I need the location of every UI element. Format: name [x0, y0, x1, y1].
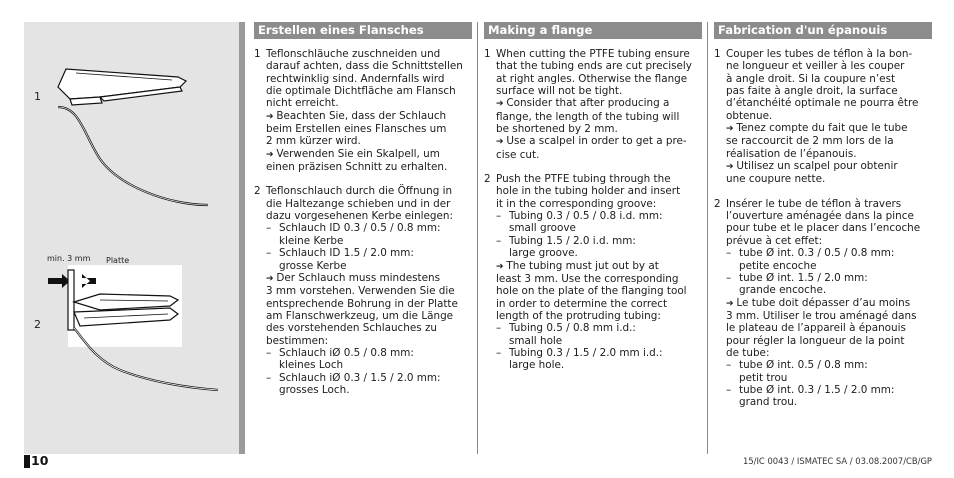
- text-line: [496, 222, 702, 234]
- line-text: Schlauch ID 1.5 / 2.0 mm:: [279, 247, 414, 260]
- figure-2-illustration: [40, 260, 240, 410]
- text-line: [496, 149, 702, 161]
- line-text: it in the corresponding groove:: [496, 197, 657, 210]
- text-line: [266, 322, 472, 334]
- line-text: die Haltezange schieben und in der: [266, 197, 451, 210]
- text-line: [726, 235, 932, 247]
- line-text: Push the PTFE tubing through the: [496, 173, 671, 186]
- line-text: small groove: [509, 222, 576, 235]
- line-text: least 3 mm. Use the corresponding: [496, 272, 679, 285]
- note-line: [266, 110, 472, 123]
- step-2: [714, 198, 932, 409]
- text-line: [726, 260, 932, 272]
- text-line: [726, 135, 932, 147]
- section-heading-french: Fabrication d'un épanouis: [714, 22, 932, 39]
- text-line: [496, 247, 702, 259]
- column-rule-2: [707, 22, 708, 454]
- line-text: Consider that after producing a: [506, 97, 670, 110]
- line-text: des vorstehenden Schlauches zu: [266, 322, 437, 335]
- text-line: [266, 73, 472, 85]
- line-text: Verwenden Sie ein Skalpell, um: [276, 147, 440, 160]
- text-line: [266, 285, 472, 297]
- step-1: [484, 48, 702, 161]
- text-line: [496, 123, 702, 135]
- step-number: 2: [484, 173, 491, 186]
- section-heading-english: Making a flange: [484, 22, 702, 39]
- text-line: [726, 322, 932, 334]
- page-number: 10: [31, 453, 49, 468]
- column-english: [484, 22, 702, 372]
- line-text: grand trou.: [739, 396, 798, 409]
- text-line: [496, 273, 702, 285]
- line-text: une coupure nette.: [726, 173, 826, 186]
- instructions-french: [714, 39, 932, 409]
- text-line: [266, 298, 472, 310]
- text-line: [726, 85, 932, 97]
- text-line: [496, 298, 702, 310]
- arrow-right-icon: ➔: [266, 149, 277, 160]
- plate-label-de: Platte: [106, 256, 130, 265]
- text-line: [496, 359, 702, 371]
- text-line: [726, 284, 932, 296]
- text-line: [726, 97, 932, 109]
- list-item: [266, 222, 472, 234]
- list-item: [726, 359, 932, 371]
- note-line: [726, 122, 932, 135]
- figure-1-illustration: [40, 55, 240, 215]
- text-line: [266, 198, 472, 210]
- text-line: [726, 73, 932, 85]
- text-line: [266, 85, 472, 97]
- note-line: [496, 97, 702, 110]
- line-text: entsprechende Bohrung in der Platte: [266, 297, 458, 310]
- section-heading-german: Erstellen eines Flansches: [254, 22, 472, 39]
- text-line: [496, 198, 702, 210]
- line-text: die optimale Dichtfläche am Flansch: [266, 85, 456, 98]
- line-text: se raccourcit de 2 mm lors de la: [726, 135, 894, 148]
- list-item: [266, 347, 472, 359]
- note-line: [266, 272, 472, 285]
- list-item: [266, 372, 472, 384]
- line-text: Schlauch iØ 0.5 / 0.8 mm:: [279, 346, 414, 359]
- text-line: [726, 60, 932, 72]
- line-text: nicht erreicht.: [266, 97, 339, 110]
- line-text: that the tubing ends are cut precisely: [496, 60, 692, 73]
- line-text: réalisation de l’épanouis.: [726, 147, 857, 160]
- line-text: le plateau de l’appareil à épanouis: [726, 322, 906, 335]
- line-text: Couper les tubes de téflon à la bon-: [726, 48, 913, 60]
- text-line: [266, 135, 472, 147]
- text-line: [496, 111, 702, 123]
- text-line: [266, 384, 472, 396]
- line-text: petite encoche: [739, 259, 817, 272]
- line-text: tube Ø int. 0.3 / 1.5 / 2.0 mm:: [739, 383, 895, 396]
- arrow-right-icon: ➔: [496, 99, 507, 110]
- line-text: petit trou: [739, 371, 788, 384]
- line-text: at right angles. Otherwise the flange: [496, 72, 688, 85]
- line-text: Tenez compte du fait que le tube: [736, 122, 908, 135]
- line-text: l’ouverture aménagée dans la pince: [726, 210, 914, 223]
- text-line: [266, 210, 472, 222]
- step-number: 1: [714, 48, 721, 60]
- line-text: tube Ø int. 0.3 / 0.5 / 0.8 mm:: [739, 247, 895, 260]
- line-text: einen präzisen Schnitt zu erhalten.: [266, 161, 448, 174]
- arrow-right-icon: ➔: [266, 273, 277, 284]
- text-line: [496, 310, 702, 322]
- line-text: Beachten Sie, dass der Schlauch: [276, 109, 447, 122]
- line-text: dazu vorgesehenen Kerbe einlegen:: [266, 210, 454, 223]
- line-text: grande encoche.: [739, 284, 827, 297]
- line-text: Insérer le tube de téflon à travers: [726, 197, 902, 210]
- list-item: [726, 384, 932, 396]
- text-line: [726, 372, 932, 384]
- line-text: 3 mm. Utiliser le trou aménagé dans: [726, 309, 917, 322]
- text-line: [726, 335, 932, 347]
- text-line: [266, 235, 472, 247]
- note-line: [266, 148, 472, 161]
- arrow-right-icon: ➔: [726, 124, 737, 135]
- line-text: cise cut.: [496, 148, 540, 161]
- line-text: pour régler la longueur de la point: [726, 334, 905, 347]
- line-text: kleines Loch: [279, 359, 344, 372]
- text-line: [266, 335, 472, 347]
- list-item: [726, 272, 932, 284]
- list-item: [266, 247, 472, 259]
- line-text: pas faite à angle droit, la surface: [726, 85, 898, 98]
- list-item: [496, 210, 702, 222]
- step-number: 2: [254, 185, 261, 198]
- column-german: [254, 22, 472, 396]
- instructions-english: [484, 39, 702, 372]
- text-line: [726, 173, 932, 185]
- arrow-right-icon: ➔: [266, 111, 277, 122]
- line-text: When cutting the PTFE tubing ensure: [496, 48, 690, 60]
- line-text: Der Schlauch muss mindestens: [276, 271, 441, 284]
- line-text: bestimmen:: [266, 334, 329, 347]
- text-line: [266, 48, 472, 60]
- text-line: [266, 161, 472, 173]
- line-text: am Flanschwerkzeug, um die Länge: [266, 309, 454, 322]
- column-french: [714, 22, 932, 409]
- text-line: [266, 359, 472, 371]
- instructions-german: [254, 39, 472, 396]
- note-line: [496, 135, 702, 148]
- line-text: Le tube doit dépasser d’au moins: [736, 296, 911, 309]
- step-1: [254, 48, 472, 173]
- text-line: [496, 185, 702, 197]
- text-line: [726, 110, 932, 122]
- text-line: [266, 185, 472, 197]
- line-text: de tube:: [726, 346, 770, 359]
- line-text: surface will not be tight.: [496, 85, 623, 98]
- text-line: [726, 48, 932, 60]
- text-line: [496, 85, 702, 97]
- arrow-right-icon: ➔: [726, 298, 737, 309]
- line-text: rechtwinklig sind. Andernfalls wird: [266, 72, 445, 85]
- text-line: [726, 396, 932, 408]
- text-line: [266, 260, 472, 272]
- text-line: [496, 335, 702, 347]
- line-text: obtenue.: [726, 109, 773, 122]
- line-text: Schlauch iØ 0.3 / 1.5 / 2.0 mm:: [279, 371, 441, 384]
- line-text: grosse Kerbe: [279, 259, 347, 272]
- step-1: [714, 48, 932, 186]
- line-text: large hole.: [509, 359, 565, 372]
- text-line: [496, 73, 702, 85]
- step-number: 1: [254, 48, 261, 60]
- line-text: large groove.: [509, 247, 578, 260]
- text-line: [266, 97, 472, 109]
- step-2: [254, 185, 472, 396]
- line-text: d’étanchéité optimale ne pourra être: [726, 97, 919, 110]
- note-line: [726, 160, 932, 173]
- text-line: [496, 48, 702, 60]
- line-text: Utilisez un scalpel pour obtenir: [736, 160, 898, 173]
- line-text: prévue à cet effet:: [726, 234, 823, 247]
- list-item: [496, 322, 702, 334]
- step-number: 1: [484, 48, 491, 60]
- text-line: [496, 173, 702, 185]
- step-2: [484, 173, 702, 372]
- line-text: tube Ø int. 1.5 / 2.0 mm:: [739, 271, 868, 284]
- text-line: [266, 310, 472, 322]
- figure-1-number: 1: [34, 90, 41, 103]
- text-line: [726, 210, 932, 222]
- line-text: Tubing 0.3 / 1.5 / 2.0 mm i.d.:: [509, 346, 663, 359]
- line-text: ne longueur et veiller à les couper: [726, 60, 905, 73]
- line-text: Teflonschlauch durch die Öffnung in: [266, 185, 453, 198]
- document-reference: 15/IC 0043 / ISMATEC SA / 03.08.2007/CB/GP: [742, 456, 932, 466]
- text-line: [496, 60, 702, 72]
- line-text: The tubing must jut out by at: [506, 259, 659, 272]
- list-item: [496, 235, 702, 247]
- text-line: [726, 222, 932, 234]
- line-text: Tubing 0.5 / 0.8 mm i.d.:: [509, 322, 636, 335]
- line-text: 3 mm vorstehen. Verwenden Sie die: [266, 285, 455, 298]
- line-text: darauf achten, dass die Schnittstellen: [266, 60, 463, 73]
- step-number: 2: [714, 197, 721, 210]
- text-line: [726, 310, 932, 322]
- arrow-right-icon: ➔: [496, 261, 507, 272]
- note-line: [496, 260, 702, 273]
- text-line: [266, 123, 472, 135]
- line-text: hole on the plate of the flanging tool: [496, 285, 687, 298]
- line-text: Teflonschläuche zuschneiden und: [266, 48, 441, 60]
- arrow-right-icon: ➔: [496, 137, 507, 148]
- line-text: length of the protruding tubing:: [496, 309, 661, 322]
- line-text: 2 mm kürzer wird.: [266, 135, 361, 148]
- line-text: Tubing 1.5 / 2.0 i.d. mm:: [509, 234, 636, 247]
- page-marker: [24, 455, 30, 468]
- line-text: be shortened by 2 mm.: [496, 123, 618, 136]
- line-text: Schlauch ID 0.3 / 0.5 / 0.8 mm:: [279, 222, 441, 235]
- line-text: small hole: [509, 334, 563, 347]
- text-line: [266, 60, 472, 72]
- column-rule-1: [477, 22, 478, 454]
- text-line: [496, 285, 702, 297]
- list-item: [496, 347, 702, 359]
- text-line: [726, 198, 932, 210]
- text-line: [726, 347, 932, 359]
- line-text: pour tube et le placer dans l’encoche: [726, 222, 921, 235]
- line-text: beim Erstellen eines Flansches um: [266, 123, 447, 136]
- line-text: kleine Kerbe: [279, 234, 344, 247]
- line-text: flange, the length of the tubing will: [496, 110, 680, 123]
- figure-2-number: 2: [34, 318, 41, 331]
- line-text: à angle droit. Si la coupure n’est: [726, 72, 896, 85]
- line-text: tube Ø int. 0.5 / 0.8 mm:: [739, 359, 868, 372]
- list-item: [726, 247, 932, 259]
- line-text: grosses Loch.: [279, 383, 350, 396]
- note-line: [726, 297, 932, 310]
- text-line: [726, 148, 932, 160]
- dimension-label: min. 3 mm: [47, 254, 91, 263]
- line-text: Use a scalpel in order to get a pre-: [506, 135, 687, 148]
- line-text: in order to determine the correct: [496, 297, 668, 310]
- line-text: Tubing 0.3 / 0.5 / 0.8 i.d. mm:: [509, 210, 663, 223]
- arrow-right-icon: ➔: [726, 162, 737, 173]
- line-text: hole in the tubing holder and insert: [496, 185, 681, 198]
